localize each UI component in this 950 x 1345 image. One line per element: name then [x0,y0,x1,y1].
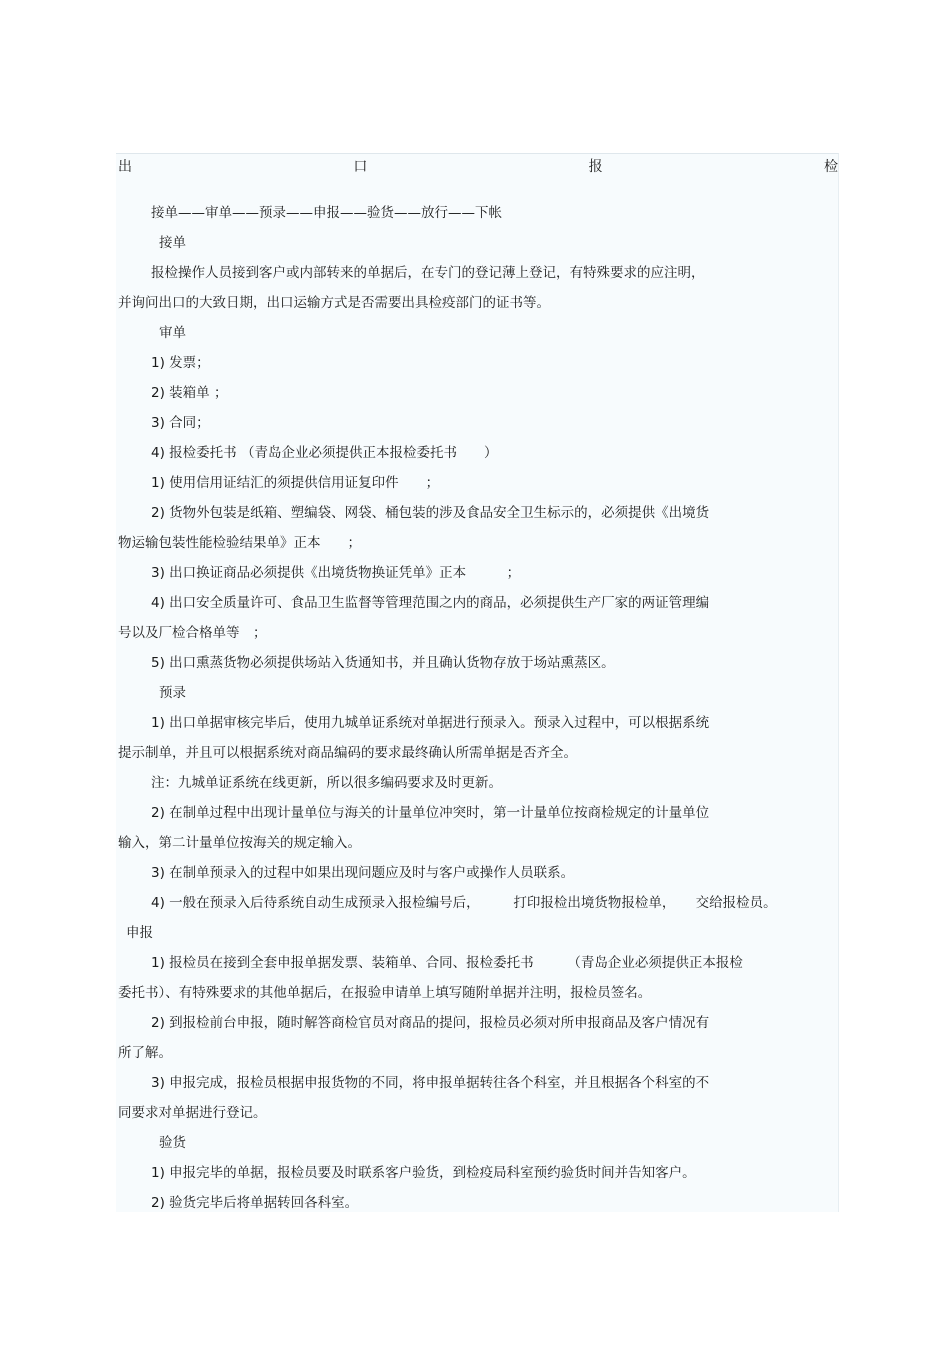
process-flow: 接单——审单——预录——申报——验货——放行——下帐 [151,205,502,221]
list-item: 5) 出口熏蒸货物必须提供场站入货通知书，并且确认货物存放于场站熏蒸区。 [151,655,615,671]
list-item: 3) 出口换证商品必须提供《出境货物换证凭单》正本 ； [151,565,521,581]
list-item: 4) 出口安全质量许可、食品卫生监督等管理范围之内的商品，必须提供生产厂家的两证管理编 [151,595,710,611]
paragraph-line: 并询问出口的大致日期，出口运输方式是否需要出具检疫部门的证书等。 [118,295,550,311]
list-item: 3) 在制单预录入的过程中如果出现问题应及时与客户或操作人员联系。 [151,865,575,881]
list-item: 1) 发票； [151,355,210,371]
list-item: 4) 报检委托书 （青岛企业必须提供正本报检委托书 ） [151,445,498,461]
list-item: 2) 装箱单 ； [151,385,228,401]
list-item-continued: 输入，第二计量单位按海关的规定输入。 [118,835,361,851]
list-item: 1) 出口单据审核完毕后，使用九城单证系统对单据进行预录入。预录入过程中，可以根据系统 [151,715,710,731]
section-heading-declare: 申报 [126,925,153,941]
title-char: 检 [823,159,838,175]
title-char: 报 [588,159,603,175]
list-item: 1) 申报完毕的单据，报检员要及时联系客户验货，到检疫局科室预约验货时间并告知客户。 [151,1165,696,1181]
section-heading-inspect: 验货 [159,1135,186,1151]
list-item: 1) 使用信用证结汇的须提供信用证复印件 ； [151,475,440,491]
list-item: 2) 验货完毕后将单据转回各科室。 [151,1195,359,1211]
title-char: 口 [353,159,368,175]
list-item: 1) 报检员在接到全套申报单据发票、装箱单、合同、报检委托书 （青岛企业必须提供正本报检 [151,955,743,971]
list-item-continued: 提示制单，并且可以根据系统对商品编码的要求最终确认所需单据是否齐全。 [118,745,577,761]
list-item: 3) 合同； [151,415,210,431]
list-item: 4) 一般在预录入后待系统自动生成预录入报检编号后， 打印报检出境货物报检单， 交给报检员。 [151,895,777,911]
list-item-continued: 同要求对单据进行登记。 [118,1105,267,1121]
paragraph-line: 报检操作人员接到客户或内部转来的单据后，在专门的登记薄上登记，有特殊要求的应注明， [151,265,705,281]
document-title [118,156,838,176]
list-item-continued: 号以及厂检合格单等 ； [118,625,267,641]
section-heading-receive: 接单 [159,235,186,251]
list-item-continued: 委托书）、有特殊要求的其他单据后，在报验申请单上填写随附单据并注明，报检员签名。 [118,985,652,1001]
list-item: 2) 货物外包装是纸箱、塑编袋、网袋、桶包装的涉及食品安全卫生标示的，必须提供《出境货 [151,505,710,521]
note-line: 注：九城单证系统在线更新，所以很多编码要求及时更新。 [151,775,502,791]
list-item: 3) 申报完成，报检员根据申报货物的不同，将申报单据转往各个科室，并且根据各个科室的不 [151,1075,710,1091]
list-item-continued: 所了解。 [118,1045,172,1061]
list-item-continued: 物运输包装性能检验结果单》正本 ； [118,535,361,551]
section-heading-review: 审单 [159,325,186,341]
list-item: 2) 在制单过程中出现计量单位与海关的计量单位冲突时，第一计量单位按商检规定的计量单位 [151,805,710,821]
list-item: 2) 到报检前台申报，随时解答商检官员对商品的提问，报检员必须对所申报商品及客户情况有 [151,1015,710,1031]
section-heading-prerecord: 预录 [159,685,186,701]
title-char: 出 [118,159,132,175]
